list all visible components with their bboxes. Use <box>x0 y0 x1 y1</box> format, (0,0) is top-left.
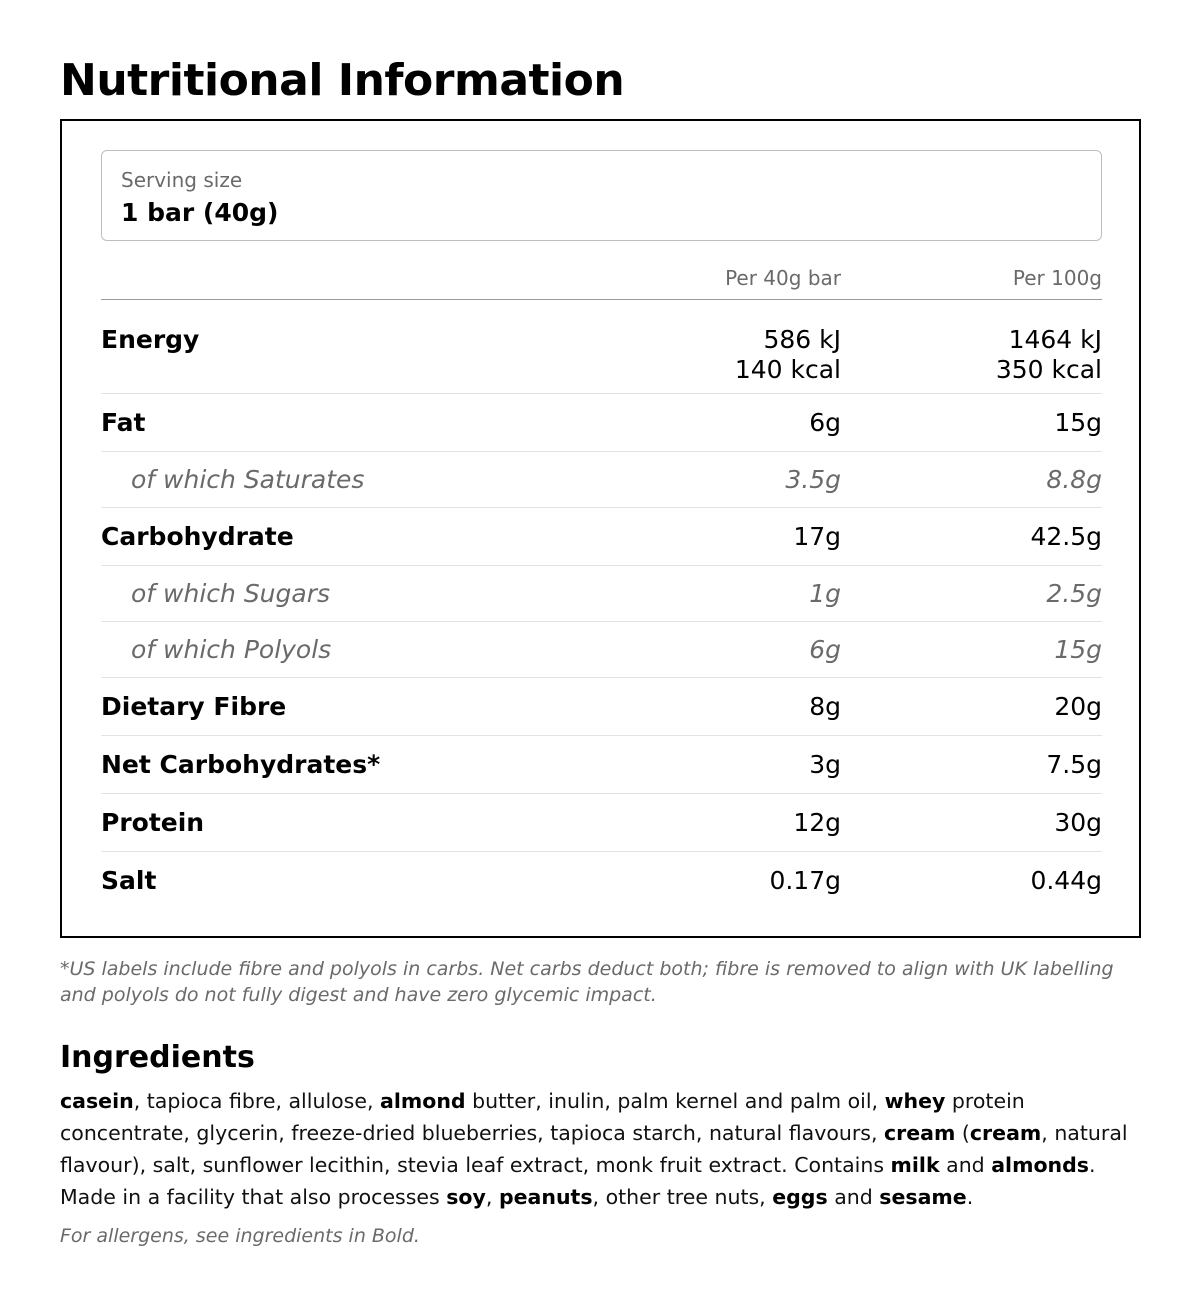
value-per-serving: 1g <box>809 579 841 608</box>
ingredient-text: and <box>939 1153 992 1177</box>
serving-size-label: Serving size <box>121 168 243 192</box>
ingredient-text: protein concentrate, glycerin, freeze-dried blueberries, tapioca starch, natural flavours, <box>60 1089 1025 1145</box>
value-per-serving: 0.17g <box>769 866 841 895</box>
value-per-100g: 15g <box>1054 635 1102 664</box>
nutrition-table <box>101 259 1102 910</box>
value-per-serving: 8g <box>809 692 841 721</box>
nutrition-table-panel <box>60 119 1141 938</box>
table-row <box>101 736 1102 794</box>
value-per-100g: 15g <box>1054 408 1102 437</box>
value-per-serving: 3.5g <box>785 465 841 494</box>
serving-size-box <box>101 150 1102 241</box>
nutrient-label: of which Saturates <box>131 465 365 494</box>
value-per-serving: 12g <box>793 808 841 837</box>
page-title: Nutritional Information <box>60 55 625 106</box>
table-row <box>101 452 1102 508</box>
table-row <box>101 300 1102 394</box>
value-per-100g: 42.5g <box>1030 522 1102 551</box>
value-per-serving: 6g <box>809 635 841 664</box>
ingredient-text: . Made in a facility that also processes <box>60 1153 1096 1209</box>
nutrition-rows <box>101 300 1102 910</box>
nutrient-label: of which Polyols <box>131 635 332 664</box>
allergen-ingredient: almonds <box>991 1153 1089 1177</box>
allergen-note: For allergens, see ingredients in Bold. <box>60 1225 420 1247</box>
ingredients-title: Ingredients <box>60 1040 255 1075</box>
ingredient-text: and <box>827 1185 880 1209</box>
table-row <box>101 394 1102 452</box>
ingredients-text <box>60 1085 1140 1213</box>
value-per-serving: 3g <box>809 750 841 779</box>
nutrient-label: Dietary Fibre <box>101 692 287 721</box>
ingredient-text: , other tree nuts, <box>592 1185 773 1209</box>
allergen-ingredient: soy <box>446 1185 486 1209</box>
value-per-100g: 0.44g <box>1030 866 1102 895</box>
serving-size-value: 1 bar (40g) <box>121 198 279 227</box>
value-per-serving: 586 kJ <box>763 325 841 354</box>
allergen-ingredient: eggs <box>772 1185 828 1209</box>
nutrient-label: Fat <box>101 408 146 437</box>
nutrient-label: Salt <box>101 866 157 895</box>
nutrient-label: Energy <box>101 325 200 354</box>
table-row <box>101 622 1102 678</box>
column-header-per-100g: Per 100g <box>1012 266 1102 290</box>
value-per-100g: 20g <box>1054 692 1102 721</box>
ingredient-text: . <box>966 1185 974 1209</box>
value-per-100g: 1464 kJ <box>1008 325 1102 354</box>
ingredient-text: ( <box>955 1121 970 1145</box>
value-per-serving: 17g <box>793 522 841 551</box>
value-per-100g: 30g <box>1054 808 1102 837</box>
allergen-ingredient: cream <box>884 1121 956 1145</box>
nutrient-label: of which Sugars <box>131 579 331 608</box>
value-per-serving: 140 kcal <box>734 355 841 384</box>
value-per-100g: 7.5g <box>1046 750 1102 779</box>
allergen-ingredient: cream <box>969 1121 1042 1145</box>
ingredient-text: butter, inulin, palm kernel and palm oil, <box>465 1089 885 1113</box>
table-row <box>101 566 1102 622</box>
table-row <box>101 508 1102 566</box>
allergen-ingredient: whey <box>884 1089 946 1113</box>
nutrient-label: Net Carbohydrates* <box>101 750 381 779</box>
ingredient-text: , tapioca fibre, allulose, <box>133 1089 381 1113</box>
table-row <box>101 678 1102 736</box>
table-row <box>101 794 1102 852</box>
net-carbs-footnote: *US labels include fibre and polyols in carbs. Net carbs deduct both; fibre is removed to align with UK labelling and polyols do not fully digest and have zero glycemic impact. <box>60 958 1114 1006</box>
column-header-per-serving: Per 40g bar <box>725 266 841 290</box>
allergen-ingredient: peanuts <box>498 1185 593 1209</box>
value-per-serving: 6g <box>809 408 841 437</box>
value-per-100g: 8.8g <box>1046 465 1102 494</box>
ingredient-text: , natural flavour), salt, sunflower lecithin, stevia leaf extract, monk fruit extract. Contains <box>60 1121 1128 1177</box>
table-header-row <box>101 259 1102 300</box>
allergen-ingredient: sesame <box>879 1185 967 1209</box>
nutrient-label: Carbohydrate <box>101 522 294 551</box>
allergen-ingredient: milk <box>890 1153 940 1177</box>
value-per-100g: 2.5g <box>1046 579 1102 608</box>
allergen-ingredient: casein <box>60 1089 134 1113</box>
nutrient-label: Protein <box>101 808 205 837</box>
allergen-ingredient: almond <box>380 1089 466 1113</box>
table-row <box>101 852 1102 910</box>
ingredient-text: , <box>485 1185 499 1209</box>
value-per-100g: 350 kcal <box>995 355 1102 384</box>
